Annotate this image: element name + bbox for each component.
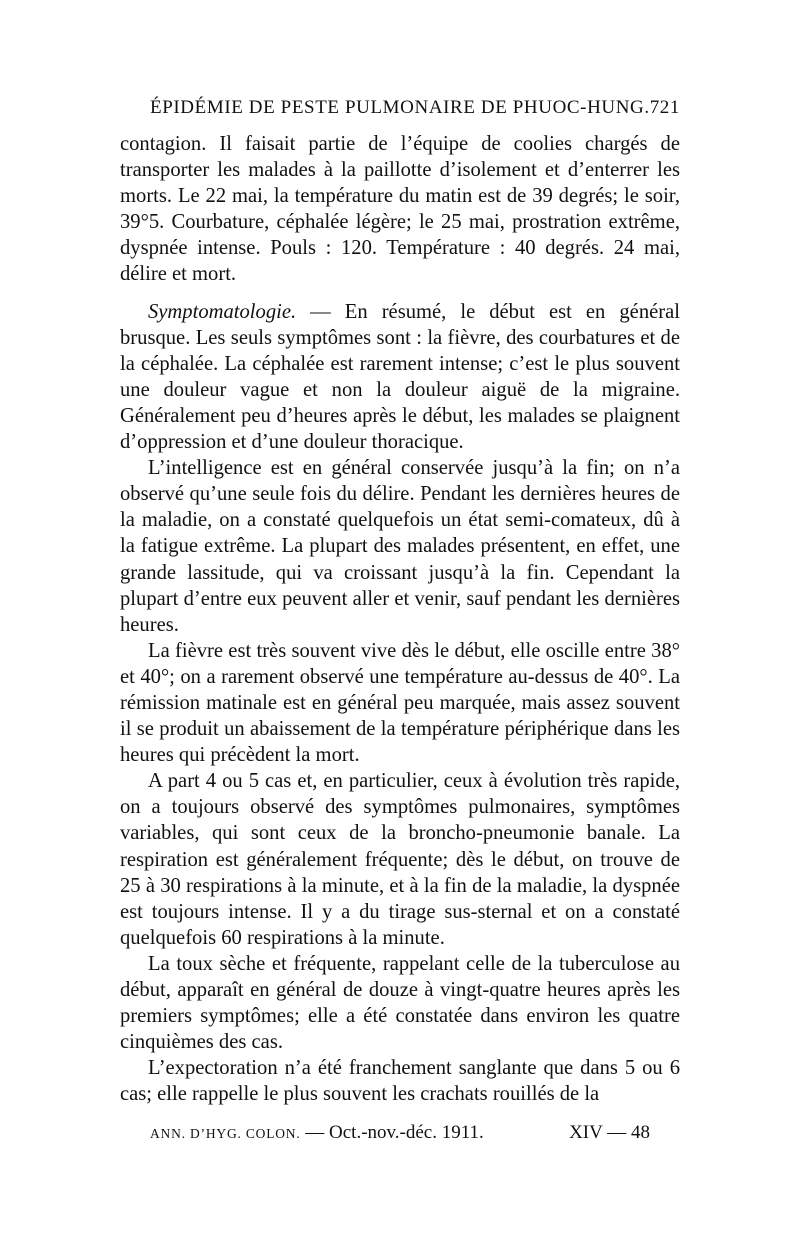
paragraph-expectoration: L’expectoration n’a été franchement sanglante que dans 5 ou 6 cas; elle rappelle le plus souvent les crachats rouillés de la: [120, 1057, 680, 1106]
body-text: [120, 131, 680, 1107]
paragraph-pulmonary-symptoms: A part 4 ou 5 cas et, en particulier, ceux à évolution très rapide, on a toujours observé des symptômes pulmonaires, symptômes variables, qui sont ceux de la broncho-pneumonie banale. La respiration est généralement fréquente; dès le début, on trouve de 25 à 30 respirations à la minute, et à la fin de la maladie, la dyspnée est toujours intense. Il y a du tirage sus-sternal et on a constaté quelquefois 60 respirations à la minute.: [120, 770, 680, 949]
section-dash: —: [310, 300, 331, 323]
journal-abbrev: ANN. D’HYG. COLON.: [150, 1126, 301, 1141]
paragraph-cough: La toux sèche et fréquente, rappelant celle de la tuberculose au début, apparaît en général de douze à vingt-quatre heures après les premiers symptômes; elle a été constatée dans environ les quatre cinquièmes des cas.: [120, 952, 680, 1054]
paragraph-intelligence: L’intelligence est en général conservée jusqu’à la fin; on n’a observé qu’une seule fois du délire. Pendant les dernières heures de la maladie, on a constaté quelquefois un état semi-comateux, dû à la fatigue extrême. La plupart des malades présentent, en effet, une grande lassitude, qui va croissant jusqu’à la fin. Cependant la plupart d’entre eux peuvent aller et venir, sauf pendant les dernières heures.: [120, 457, 680, 636]
signature-mark: XIV — 48: [569, 1122, 650, 1143]
journal-issue: Oct.-nov.-déc. 1911.: [329, 1122, 484, 1143]
paragraph-fever: La fièvre est très souvent vive dès le début, elle oscille entre 38° et 40°; on a rarement observé une température au-dessus de 40°. La rémission matinale est en général peu marquée, mais assez souvent il se produit un abaissement de la température périphérique dans les heures qui précèdent la mort.: [120, 639, 680, 767]
journal-reference: [150, 1121, 484, 1146]
paragraph-summary: [120, 299, 680, 456]
section-heading: Symptomatologie.: [148, 300, 297, 323]
footer-dash: —: [305, 1122, 325, 1143]
paragraph-summary-text: En résumé, le début est en général brusque. Les seuls symptômes sont : la fièvre, des courbatures et de la céphalée. La céphalée est rarement intense; c’est le plus souvent une douleur vague et non la douleur aiguë de la migraine. Généralement peu d’heures après le début, les malades se plaignent d’oppression et d’une douleur thoracique.: [120, 300, 680, 454]
page-number: 721: [649, 97, 680, 118]
running-title: ÉPIDÉMIE DE PESTE PULMONAIRE DE PHUOC-HUNG.: [150, 97, 650, 118]
paragraph-case-report: contagion. Il faisait partie de l’équipe de coolies chargés de transporter les malades à la paillotte d’isolement et d’enterrer les morts. Le 22 mai, la température du matin est de 39 degrés; le soir, 39°5. Courbature, céphalée légère; le 25 mai, prostration extrême, dyspnée intense. Pouls : 120. Température : 40 degrés. 24 mai, délire et mort.: [120, 133, 680, 286]
